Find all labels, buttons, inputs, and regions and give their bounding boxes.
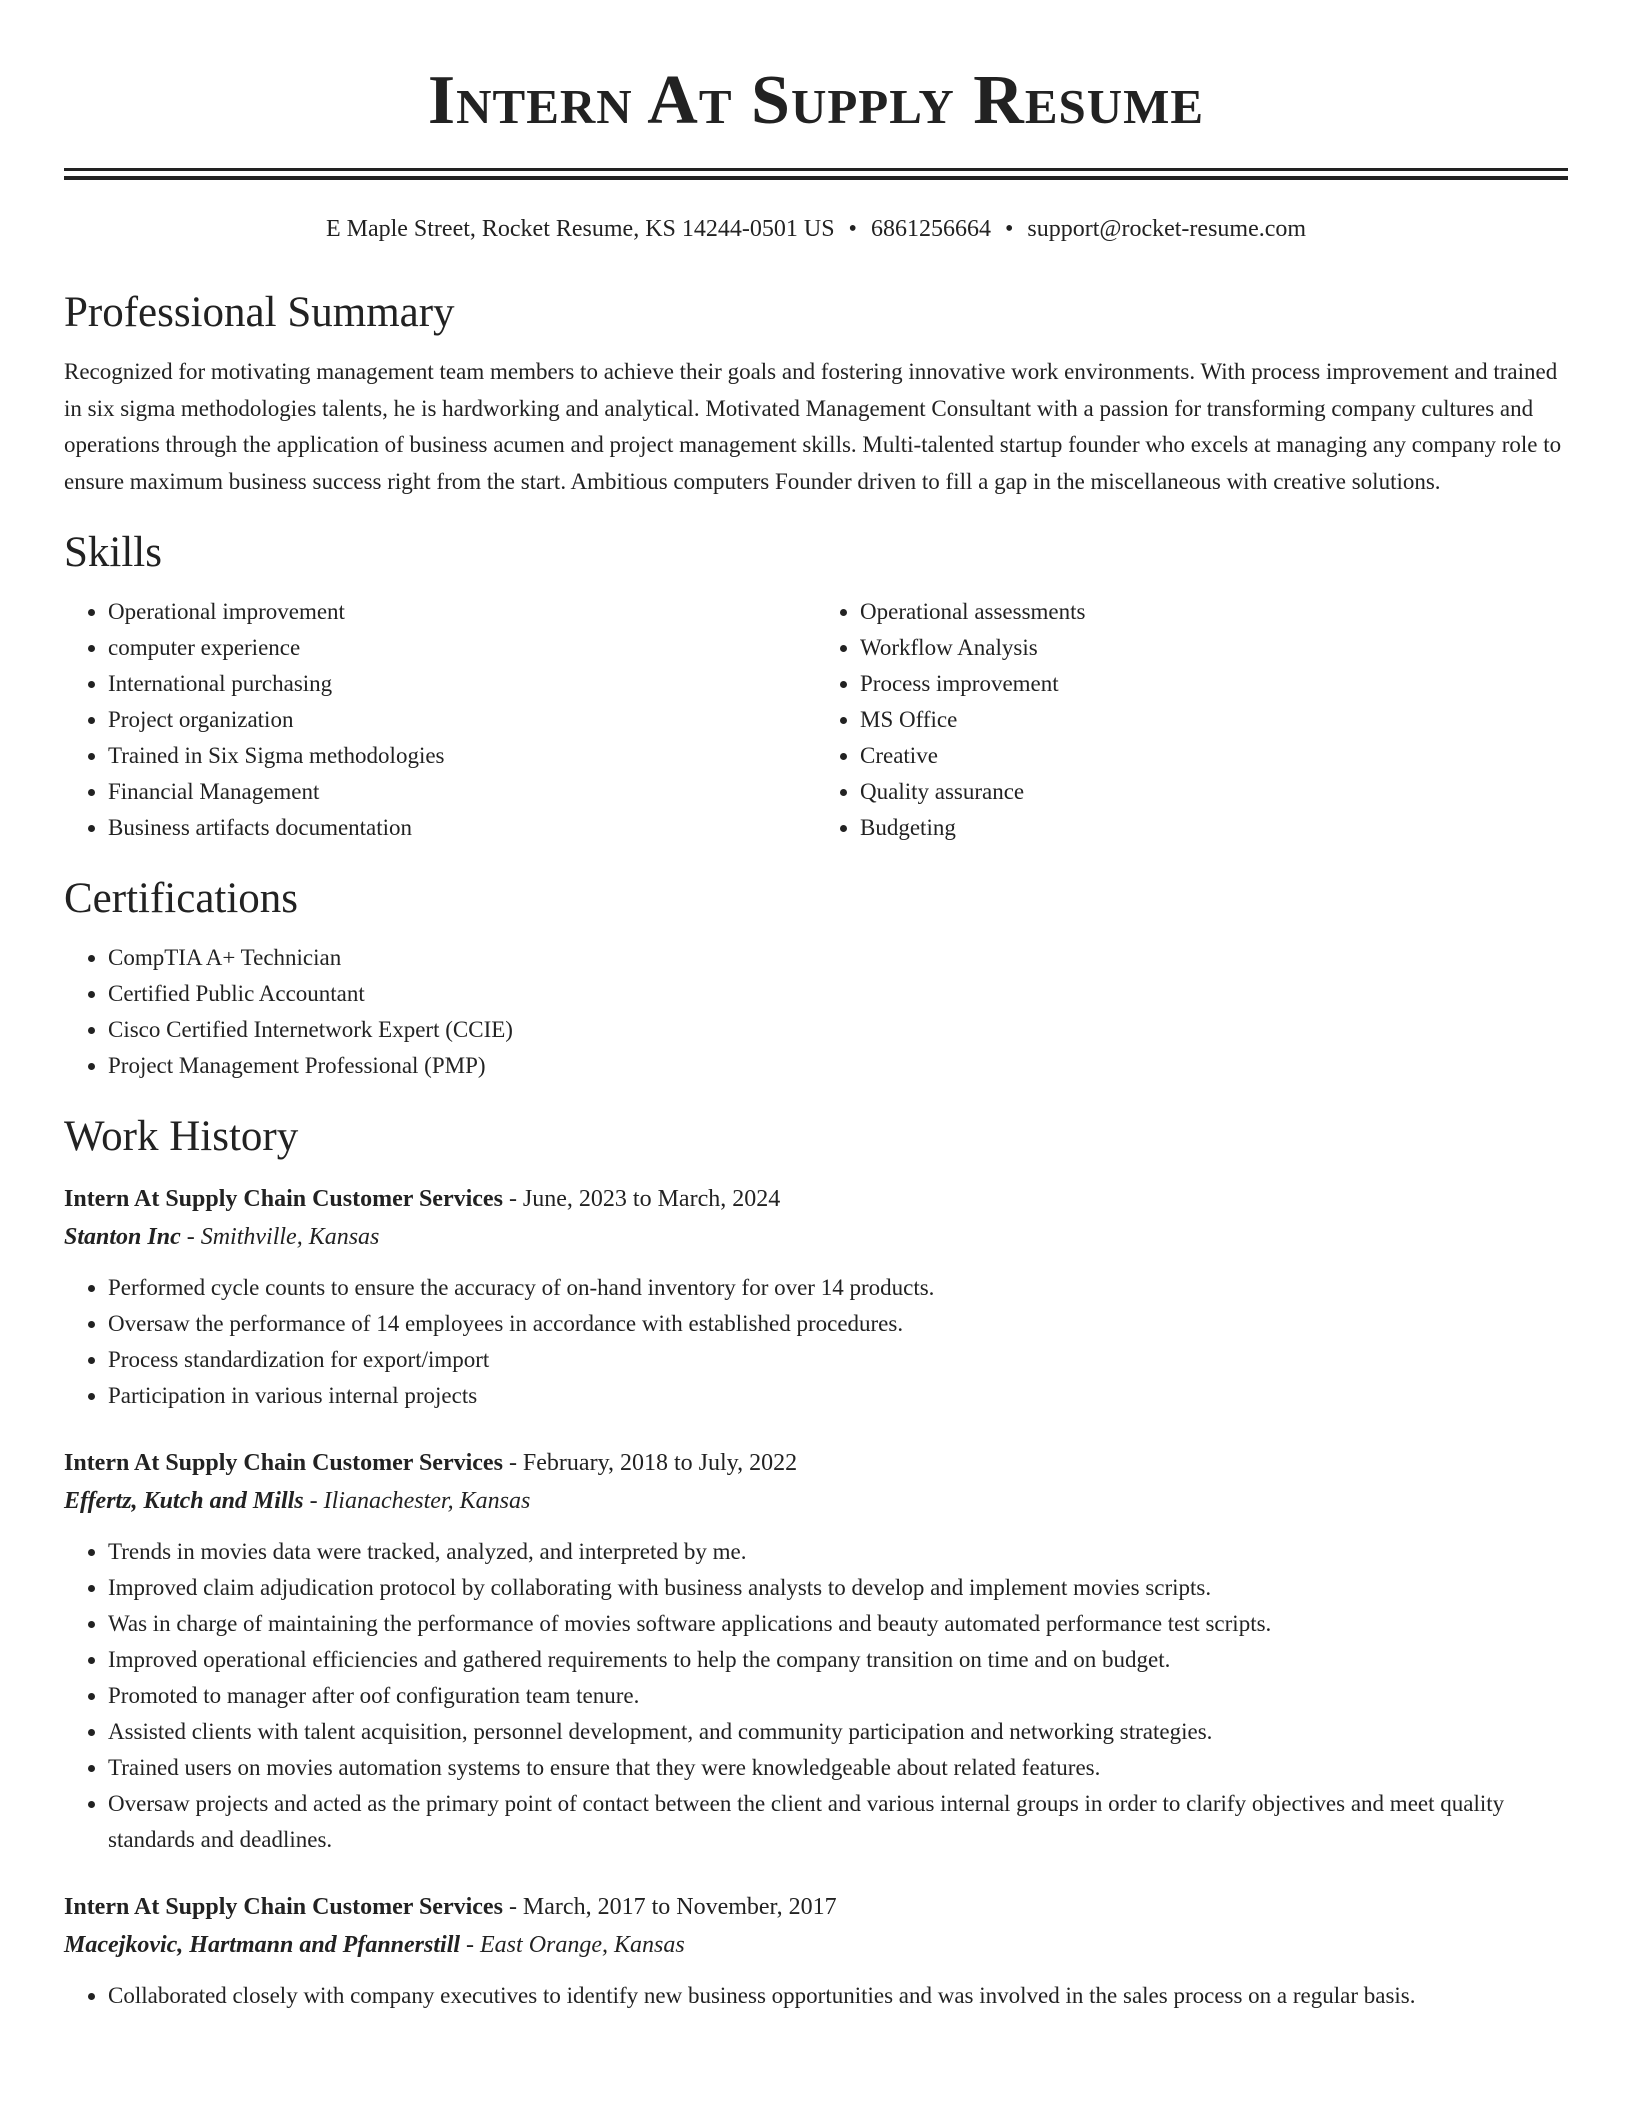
job-bullet: • Oversaw projects and acted as the primary point of contact between the client and various internal groups in order to clarify objectives and meet quality standards and deadlines.: [108, 1786, 1568, 1858]
summary-text: Recognized for motivating management team members to achieve their goals and fostering innovative work environments. With process improvement and trained in six sigma methodologies talents, he is hardworking and analytical. Motivated Management Consultant with a passion for transforming company cultures and operations through the application of business acumen and project management skills. Multi-talented startup founder who excels at managing any company role to ensure maximum business success right from the start. Ambitious computers Founder driven to fill a gap in the miscellaneous with creative solutions.: [64, 359, 1562, 494]
certification-item: • CompTIA A+ Technician: [108, 940, 1568, 976]
contact-line: [64, 214, 1568, 244]
contact-separator: •: [1004, 216, 1014, 242]
skill-item: • Financial Management: [108, 774, 816, 810]
job-dates: - February, 2018 to July, 2022: [502, 1450, 798, 1476]
skill-item: • Workflow Analysis: [860, 630, 1568, 666]
certifications-list: [64, 940, 1568, 1084]
skill-item: • Process improvement: [860, 666, 1568, 702]
job-location: - Smithville, Kansas: [180, 1224, 380, 1250]
certification-item: • Project Management Professional (PMP): [108, 1048, 1568, 1084]
summary-heading: Professional Summary: [64, 289, 455, 336]
contact-separator: •: [848, 216, 857, 242]
job-title-line: [64, 1888, 1568, 1926]
certifications-heading: Certifications: [64, 875, 299, 922]
job-location: - East Orange, Kansas: [460, 1932, 685, 1958]
job-bullet: • Process standardization for export/import: [108, 1342, 1568, 1378]
job-bullets: [64, 1270, 1568, 1414]
job-title: Intern At Supply Chain Customer Services: [64, 1894, 503, 1920]
contact-phone: 6861256664: [870, 216, 991, 242]
job-company-line: [64, 1218, 1568, 1256]
job-bullet: • Improved operational efficiencies and gathered requirements to help the company transition on time and on budget.: [108, 1642, 1568, 1678]
job-company: Effertz, Kutch and Mills: [64, 1488, 304, 1514]
job-bullet: • Performed cycle counts to ensure the accuracy of on-hand inventory for over 14 products.: [108, 1270, 1568, 1306]
job-bullet: • Collaborated closely with company executives to identify new business opportunities and was involved in the sales process on a regular basis.: [108, 1978, 1568, 2014]
job-bullet: • Assisted clients with talent acquisition, personnel development, and community participation and networking strategies.: [108, 1714, 1568, 1750]
job-company-line: [64, 1482, 1568, 1520]
job-title: Intern At Supply Chain Customer Services: [64, 1186, 503, 1212]
skill-item: • Creative: [860, 738, 1568, 774]
job-title-line: [64, 1444, 1568, 1482]
job-bullets: [64, 1978, 1568, 2014]
job-entry: [64, 1888, 1568, 2014]
skill-item: • Business artifacts documentation: [108, 810, 816, 846]
resume-title: Intern At Supply Resume: [427, 62, 1205, 139]
contact-address: E Maple Street, Rocket Resume, KS 14244-0501 US: [325, 216, 835, 242]
job-bullet: • Trained users on movies automation systems to ensure that they were knowledgeable about related features.: [108, 1750, 1568, 1786]
job-company: Macejkovic, Hartmann and Pfannerstill: [64, 1932, 461, 1958]
skills-heading: Skills: [64, 529, 162, 576]
job-bullet: • Promoted to manager after oof configuration team tenure.: [108, 1678, 1568, 1714]
skill-item: • Operational improvement: [108, 594, 816, 630]
job-dates: - June, 2023 to March, 2024: [502, 1186, 781, 1212]
job-entry: [64, 1180, 1568, 1414]
job-bullet: • Improved claim adjudication protocol by collaborating with business analysts to develop and implement movies scripts.: [108, 1570, 1568, 1606]
job-bullet: • Participation in various internal projects: [108, 1378, 1568, 1414]
job-dates: - March, 2017 to November, 2017: [502, 1894, 837, 1920]
certification-item: • Cisco Certified Internetwork Expert (CCIE): [108, 1012, 1568, 1048]
skill-item: • International purchasing: [108, 666, 816, 702]
skill-item: • Quality assurance: [860, 774, 1568, 810]
job-title: Intern At Supply Chain Customer Services: [64, 1450, 503, 1476]
skills-columns: [64, 594, 1568, 846]
skill-item: • MS Office: [860, 702, 1568, 738]
skills-right-list: [816, 594, 1568, 846]
job-bullet: • Oversaw the performance of 14 employees in accordance with established procedures.: [108, 1306, 1568, 1342]
job-title-line: [64, 1180, 1568, 1218]
skill-item: • Project organization: [108, 702, 816, 738]
work-history-heading: Work History: [64, 1113, 299, 1160]
skill-item: • Operational assessments: [860, 594, 1568, 630]
job-company: Stanton Inc: [64, 1224, 181, 1250]
title-divider: [64, 168, 1568, 180]
job-company-line: [64, 1926, 1568, 1964]
job-bullets: [64, 1534, 1568, 1858]
skill-item: • computer experience: [108, 630, 816, 666]
contact-email: support@rocket-resume.com: [1027, 216, 1307, 242]
job-bullet: • Trends in movies data were tracked, analyzed, and interpreted by me.: [108, 1534, 1568, 1570]
job-bullet: • Was in charge of maintaining the performance of movies software applications and beauty automated performance test scripts.: [108, 1606, 1568, 1642]
skill-item: • Budgeting: [860, 810, 1568, 846]
certification-item: • Certified Public Accountant: [108, 976, 1568, 1012]
job-location: - Ilianachester, Kansas: [303, 1488, 531, 1514]
job-entry: [64, 1444, 1568, 1858]
skill-item: • Trained in Six Sigma methodologies: [108, 738, 816, 774]
skills-left-list: [64, 594, 816, 846]
